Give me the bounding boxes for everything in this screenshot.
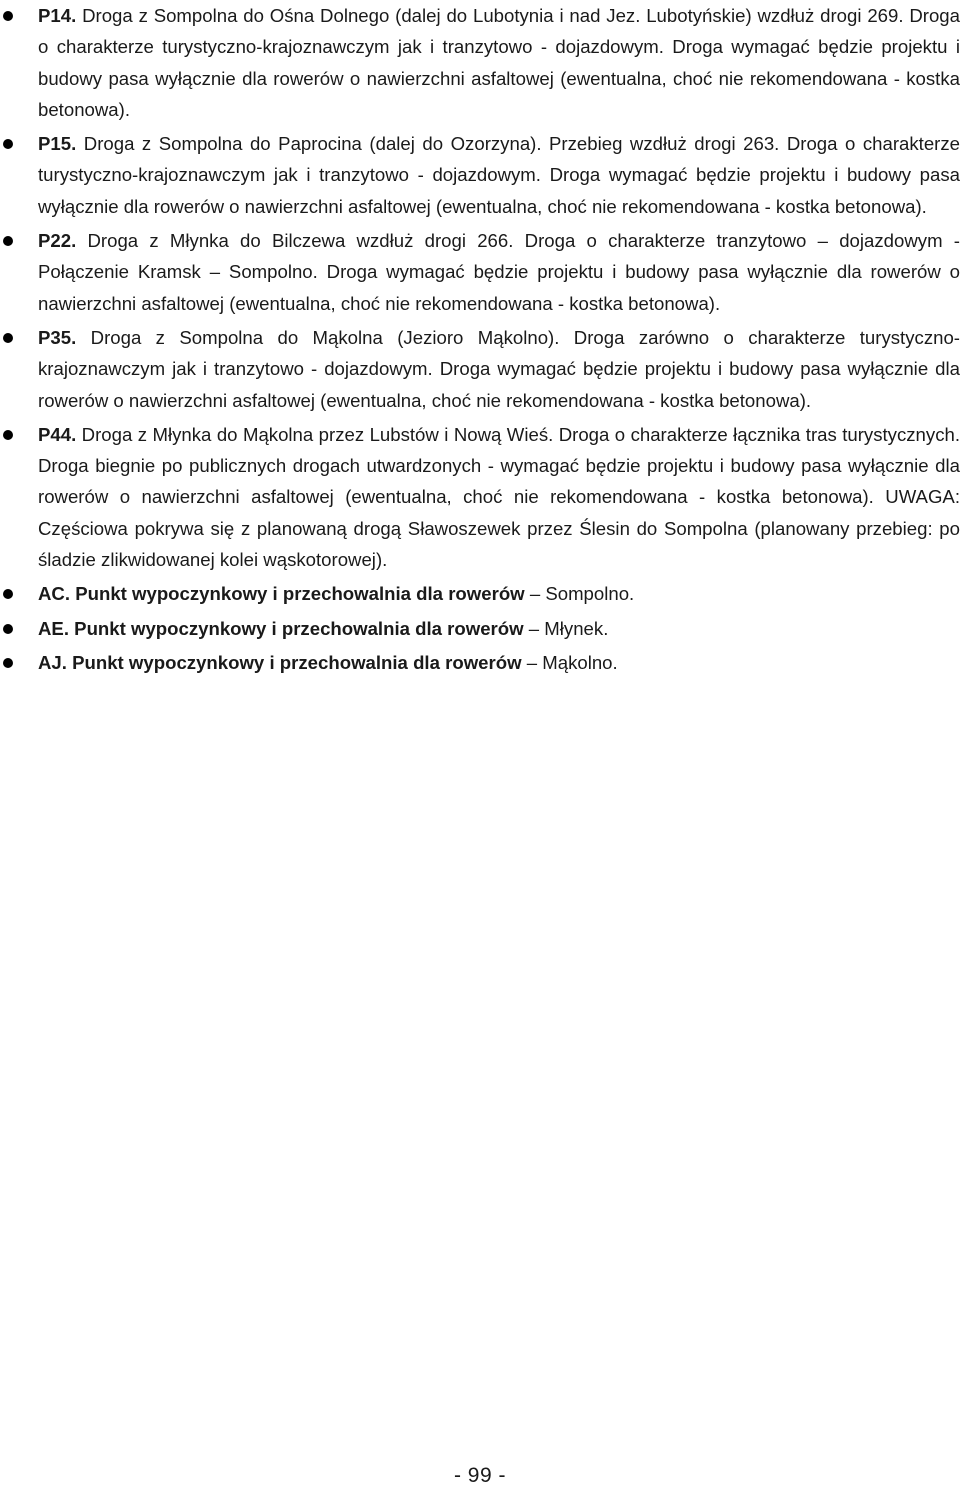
- item-text: Droga z Młynka do Bilczewa wzdłuż drogi 266. Droga o charakterze tranzytowo – dojazdowym - Połączenie Kramsk – Sompolno. Droga wymagać będzie projektu i budowy pasa wyłącznie dla rowerów o nawierzchni asfaltowej (ewentualna, choć nie rekomendowana - kostka betonowa).: [38, 230, 960, 314]
- item-text: – Młynek.: [523, 617, 609, 639]
- item-text: Droga z Sompolna do Mąkolna (Jezioro Mąkolno). Droga zarówno o charakterze turystyczno-krajoznawczym jak i tranzytowo - dojazdowym. Droga wymagać będzie projektu i budowy pasa wyłącznie dla rowerów o nawierzchni asfaltowej (ewentualna, choć nie rekomendowana - kostka betonowa).: [38, 326, 960, 411]
- item-text: – Mąkolno.: [521, 651, 618, 673]
- item-code: AJ.: [38, 651, 67, 673]
- item-text: Droga z Młynka do Mąkolna przez Lubstów i Nową Wieś. Droga o charakterze łącznika tras turystycznych. Droga biegnie po publicznych drogach utwardzonych - wymagać będzie projektu i budowy pasa wyłącznie dla rowerów o nawierzchni asfaltowej (ewentualna, choć nie rekomendowana - kostka betonowa). UWAGA: Częściowa pokrywa się z planowaną drogą Sławoszewek przez Ślesin do Sompolna (planowany przebieg: po śladzie zlikwidowanej kolei wąskotorowej).: [38, 423, 960, 571]
- list-item: [0, 322, 960, 416]
- list-item: [0, 647, 960, 678]
- item-code: P44.: [38, 423, 77, 445]
- list-item: [0, 0, 960, 125]
- item-text: Droga z Sompolna do Paprocina (dalej do Ozorzyna). Przebieg wzdłuż drogi 263. Droga o charakterze turystyczno-krajoznawczym jak i tranzytowo - dojazdowym. Droga wymagać będzie projektu i budowy pasa wyłącznie dla rowerów o nawierzchni asfaltowej (ewentualna, choć nie rekomendowana - kostka betonowa).: [38, 133, 960, 217]
- list-item: [0, 128, 960, 222]
- item-code: P22.: [38, 230, 77, 252]
- item-code: P14.: [38, 5, 77, 26]
- item-text: – Sompolno.: [524, 583, 635, 605]
- item-text: Droga z Sompolna do Ośna Dolnego (dalej do Lubotynia i nad Jez. Lubotyńskie) wzdłuż drogi 269. Droga o charakterze turystyczno-krajoznawczym jak i tranzytowo - dojazdowym. Droga wymagać będzie projektu i budowy pasa wyłącznie dla rowerów o nawierzchni asfaltowej (ewentualna, choć nie rekomendowana - kostka betonowa).: [38, 5, 960, 120]
- page-number: - 99 -: [453, 1464, 506, 1487]
- item-heading: Punkt wypoczynkowy i przechowalnia dla rowerów: [70, 583, 525, 605]
- item-heading: Punkt wypoczynkowy i przechowalnia dla rowerów: [66, 651, 522, 673]
- bullet-list: [0, 0, 960, 681]
- item-code: AE.: [38, 617, 69, 639]
- bullet-icon: [3, 236, 13, 246]
- bullet-icon: [3, 139, 13, 149]
- list-item: [0, 419, 960, 575]
- bullet-icon: [3, 430, 13, 440]
- item-heading: Punkt wypoczynkowy i przechowalnia dla rowerów: [69, 617, 524, 639]
- list-item: [0, 613, 960, 644]
- item-code: AC.: [38, 583, 71, 605]
- bullet-icon: [3, 11, 13, 21]
- bullet-icon: [3, 589, 13, 599]
- list-item: [0, 225, 960, 319]
- item-code: P15.: [38, 133, 77, 155]
- list-item: [0, 578, 960, 609]
- bullet-icon: [3, 333, 13, 343]
- bullet-icon: [3, 658, 13, 668]
- bullet-icon: [3, 624, 13, 634]
- item-code: P35.: [38, 326, 77, 348]
